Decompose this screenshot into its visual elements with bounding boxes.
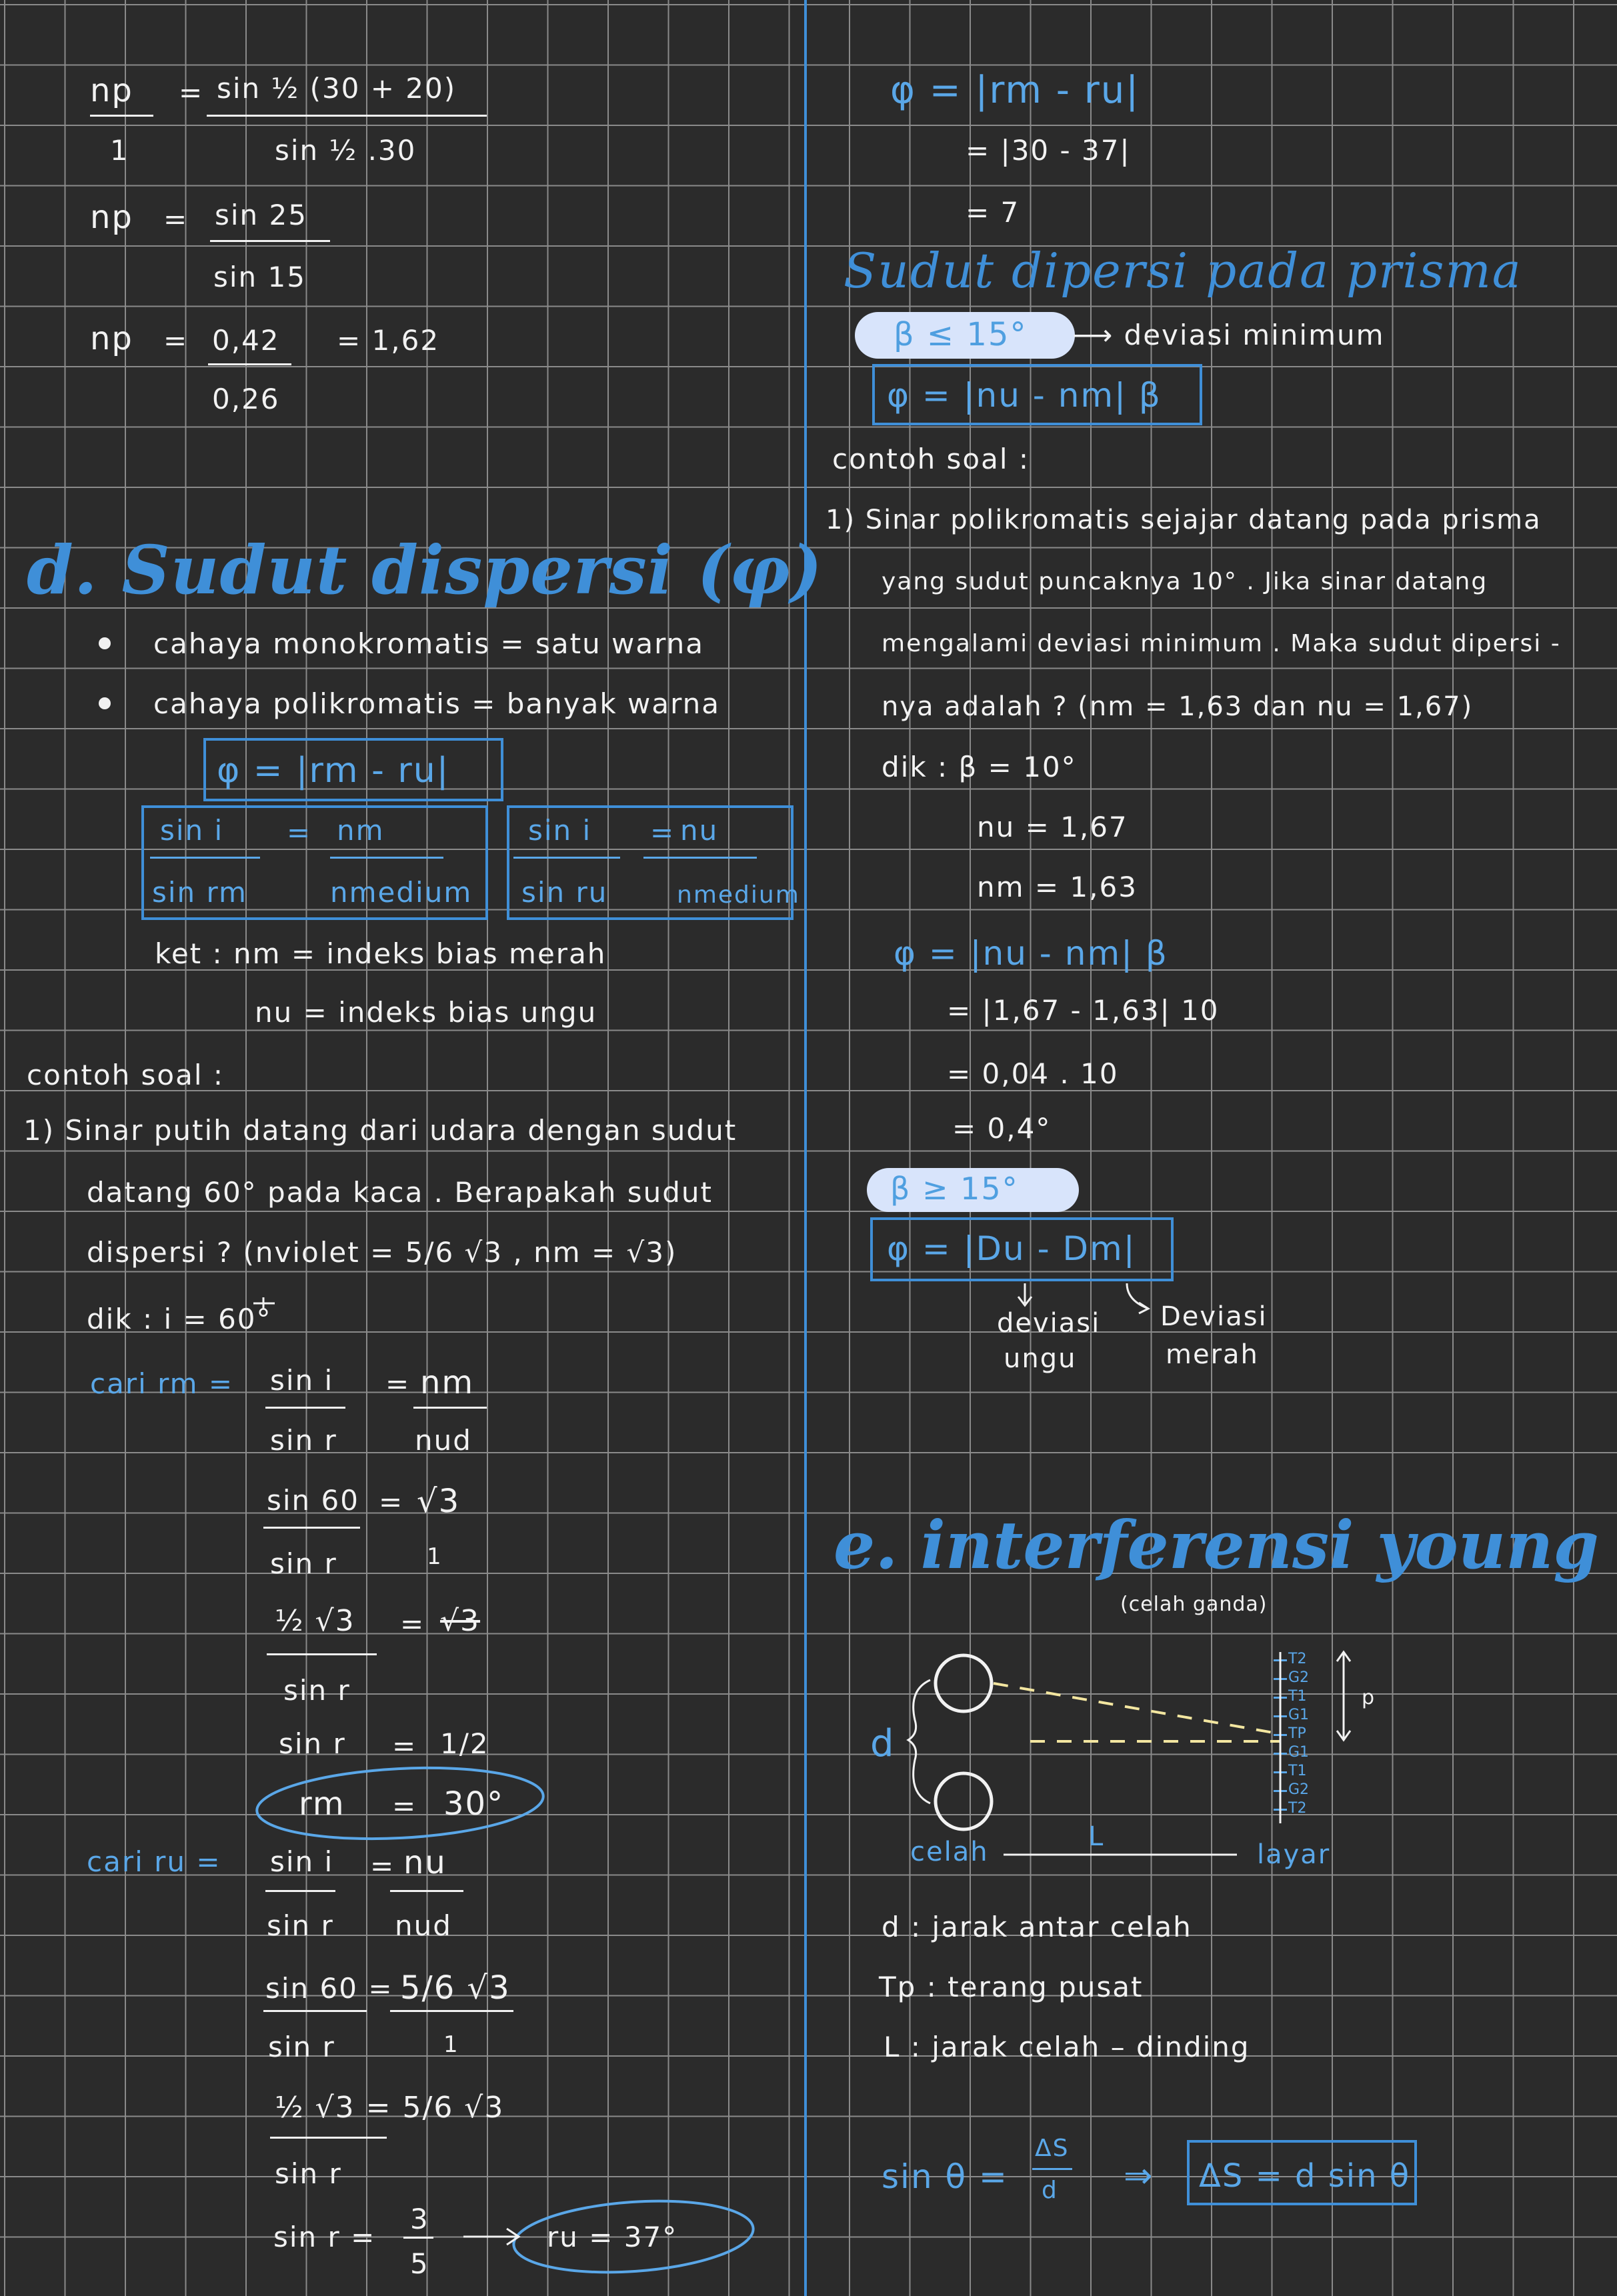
- rm-result-right: 30°: [443, 1785, 505, 1823]
- right-top-l1: φ = |rm - ru|: [890, 69, 1140, 112]
- implies-arrow: ⇒: [1124, 2156, 1154, 2196]
- formula-dispersi: φ = |rm - ru|: [217, 751, 450, 791]
- np-numerator-3: 0,42: [212, 324, 280, 357]
- np-denominator-3: 0,26: [212, 383, 280, 415]
- np-label-3: np: [90, 320, 133, 357]
- ru-result: ru = 37°: [547, 2221, 678, 2253]
- fringe-label: T2: [1288, 1800, 1307, 1817]
- rm-l3-bottom: sin r: [283, 1674, 351, 1707]
- fringe-label: T1: [1288, 1688, 1307, 1705]
- right-step-2: = |1,67 - 1,63| 10: [947, 994, 1220, 1027]
- formula-deviasi: φ = |Du - Dm|: [887, 1229, 1136, 1268]
- snell-u-eq: =: [650, 816, 675, 849]
- section-d-title: d. Sudut dispersi (φ): [27, 531, 823, 609]
- young-formula-num: ΔS: [1035, 2135, 1070, 2162]
- young-formula-left: sin θ =: [882, 2157, 1008, 2196]
- rm-l1-bottom-right: nud: [415, 1424, 472, 1457]
- right-dik-1: dik : β = 10°: [882, 751, 1077, 783]
- np-numerator-2: sin 25: [215, 199, 307, 231]
- right-step-3: = 0,04 . 10: [947, 1057, 1119, 1090]
- ru-l1-bottom-right: nud: [395, 1909, 452, 1942]
- bullet-monokromatis: cahaya monokromatis = satu warna: [153, 627, 705, 660]
- snell-m-bottom: sin rm: [152, 876, 247, 909]
- ru-l1-eq: =: [370, 1849, 395, 1882]
- right-step-4: = 0,4°: [952, 1112, 1052, 1145]
- right-contoh-heading: contoh soal :: [832, 443, 1030, 475]
- rm-l1-right: nm: [420, 1364, 475, 1401]
- ru-l3-top: ½ √3 = 5/6 √3: [275, 2091, 505, 2125]
- np-result-3: = 1,62: [337, 324, 440, 357]
- ru-l1-bottom: sin r: [267, 1909, 334, 1942]
- snell-u-bottom-right: nmedium: [677, 881, 800, 909]
- rm-l3-right: √3: [440, 1604, 481, 1638]
- young-p-label: p: [1362, 1686, 1376, 1709]
- fringe-label: G1: [1288, 1744, 1310, 1761]
- section-e-title: e. interferensi young: [834, 1507, 1599, 1584]
- ru-l4-num: 3: [410, 2203, 429, 2235]
- right-q4: nya adalah ? (nm = 1,63 dan nu = 1,67): [882, 691, 1474, 722]
- np-denominator-2: sin 15: [213, 261, 306, 293]
- rm-l2-right: √3: [417, 1483, 461, 1520]
- fringe-label: TP: [1288, 1725, 1306, 1742]
- rm-l1-top: sin i: [270, 1364, 334, 1397]
- question-line-1: 1) Sinar putih datang dari udara dengan sudut: [23, 1114, 737, 1147]
- ket-merah: ket : nm = indeks bias merah: [155, 937, 607, 970]
- rm-l1-bottom: sin r: [270, 1424, 337, 1457]
- deviasi-ungu-2: ungu: [1004, 1343, 1077, 1374]
- section-e-subtitle: (celah ganda): [1120, 1593, 1268, 1616]
- rm-result-eq: =: [392, 1789, 417, 1822]
- right-top-l3: = 7: [966, 196, 1020, 229]
- ru-l1-right: nu: [403, 1844, 447, 1881]
- rm-l3-eq: =: [400, 1607, 425, 1640]
- rm-l2-bottom-right: 1: [427, 1543, 443, 1570]
- formula-prisma: φ = |nu - nm| β: [887, 376, 1162, 415]
- right-dik-3: nm = 1,63: [977, 871, 1138, 903]
- snell-m-bottom-right: nmedium: [330, 876, 473, 909]
- ru-l2-bottom: sin r: [268, 2031, 335, 2063]
- rm-l4-eq: =: [392, 1729, 417, 1762]
- snell-u-bottom: sin ru: [521, 876, 608, 909]
- rm-result-left: rm: [299, 1785, 345, 1823]
- snell-m-top: sin i: [160, 814, 224, 847]
- cari-ru-label: cari ru =: [87, 1845, 221, 1878]
- rm-l3-top: ½ √3: [275, 1604, 355, 1638]
- ket-ungu: nu = indeks bias ungu: [255, 996, 597, 1029]
- np-denominator: sin ½ .30: [275, 134, 417, 167]
- ru-l2-right: 5/6 √3: [400, 1969, 511, 2007]
- contoh-soal-heading: contoh soal :: [27, 1059, 225, 1091]
- fringe-label: G2: [1288, 1669, 1310, 1686]
- rm-l4: sin r: [279, 1727, 346, 1760]
- question-line-2: datang 60° pada kaca . Berapakah sudut: [87, 1176, 713, 1209]
- snell-u-top-right: nu: [680, 814, 719, 847]
- right-step-1: φ = |nu - nm| β: [894, 934, 1168, 973]
- rm-l2-top: sin 60: [267, 1484, 359, 1517]
- snell-m-eq: =: [287, 816, 312, 849]
- fringe-label: G1: [1288, 1707, 1310, 1723]
- dik-line: dik : i = 60°: [87, 1303, 272, 1335]
- np-equals-3: =: [163, 324, 189, 357]
- right-top-l2: = |30 - 37|: [966, 134, 1131, 167]
- np-label: np: [90, 72, 133, 109]
- rm-l2-eq: =: [379, 1485, 404, 1518]
- pill-beta-min-text: β ≤ 15°: [894, 316, 1028, 353]
- ru-l2-bottom-right: 1: [443, 2031, 459, 2058]
- np-one: 1: [110, 134, 129, 167]
- pill-beta-max-text: β ≥ 15°: [890, 1171, 1019, 1207]
- rm-l2-bottom: sin r: [270, 1547, 337, 1580]
- np-equals: =: [179, 76, 204, 109]
- ru-l4: sin r =: [273, 2221, 376, 2253]
- deviasi-merah-2: merah: [1166, 1339, 1259, 1370]
- prisma-title: Sudut dipersi pada prisma: [844, 243, 1522, 299]
- young-formula-box-text: ΔS = d sin θ: [1199, 2157, 1411, 2195]
- young-layar-label: layar: [1257, 1839, 1331, 1870]
- young-def-3: L : jarak celah – dinding: [884, 2031, 1250, 2063]
- young-formula-den: d: [1042, 2177, 1058, 2204]
- right-q2: yang sudut puncaknya 10° . Jika sinar datang: [882, 568, 1488, 595]
- ru-l2-top: sin 60 =: [265, 1972, 393, 2005]
- np-label-2: np: [90, 199, 133, 236]
- ru-l3-bottom: sin r: [275, 2157, 342, 2190]
- young-def-1: d : jarak antar celah: [882, 1911, 1192, 1943]
- young-def-2: Tp : terang pusat: [879, 1971, 1144, 2003]
- deviasi-ungu-1: deviasi: [997, 1308, 1101, 1339]
- ru-l1-top: sin i: [270, 1845, 334, 1878]
- right-q3: mengalami deviasi minimum . Maka sudut dipersi -: [882, 630, 1561, 657]
- rm-l4-right: 1/2: [440, 1727, 489, 1760]
- np-numerator: sin ½ (30 + 20): [217, 72, 457, 105]
- young-d-label: d: [870, 1722, 896, 1765]
- ru-l4-den: 5: [410, 2247, 429, 2280]
- snell-m-top-right: nm: [337, 814, 385, 847]
- np-equals-2: =: [163, 203, 189, 235]
- rm-l1-eq: =: [385, 1367, 411, 1400]
- bullet-polikromatis: cahaya polikromatis = banyak warna: [153, 687, 721, 720]
- young-celah-label: celah: [910, 1837, 989, 1867]
- question-line-3: dispersi ? (nviolet = 5/6 √3 , nm = √3): [87, 1236, 677, 1269]
- fringe-label: T1: [1288, 1763, 1307, 1779]
- cari-rm-label: cari rm =: [90, 1367, 234, 1400]
- fringe-label: T2: [1288, 1651, 1307, 1667]
- fringe-label: G2: [1288, 1781, 1310, 1798]
- deviasi-minimum-note: ⟶ deviasi minimum: [1072, 319, 1385, 351]
- snell-u-top: sin i: [528, 814, 592, 847]
- right-q1: 1) Sinar polikromatis sejajar datang pada prisma: [826, 505, 1542, 535]
- young-L-label: L: [1088, 1821, 1105, 1852]
- right-dik-2: nu = 1,67: [977, 811, 1128, 843]
- deviasi-merah-1: Deviasi: [1160, 1301, 1268, 1332]
